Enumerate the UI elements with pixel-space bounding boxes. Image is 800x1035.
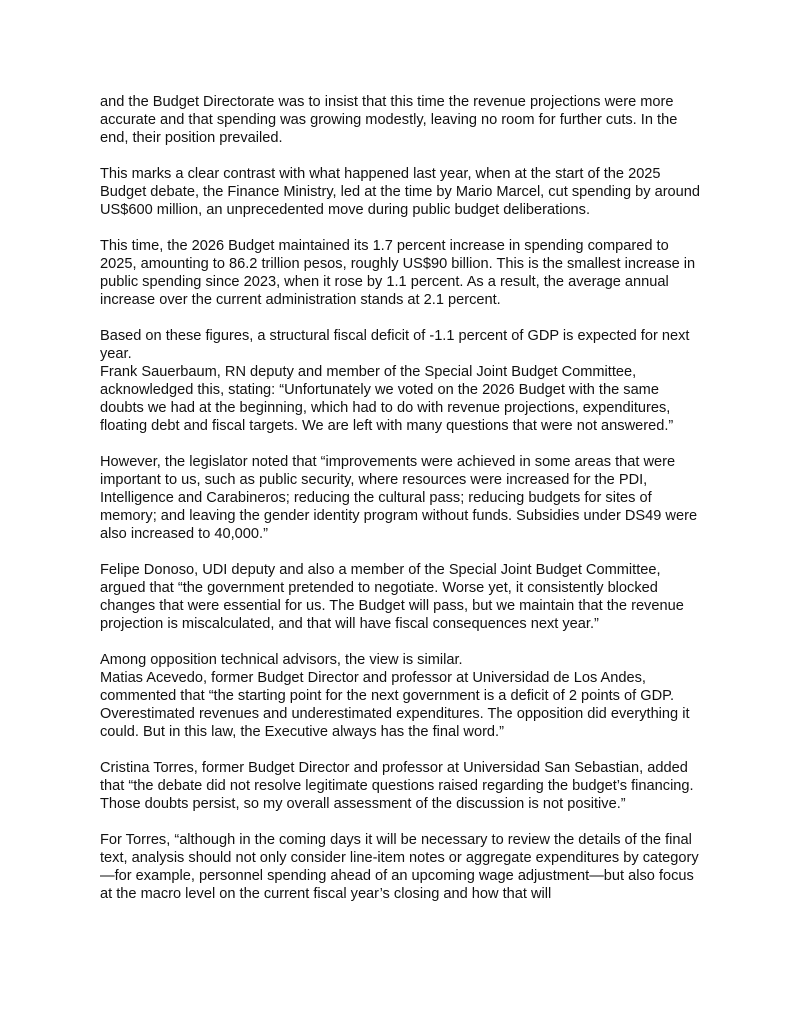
paragraph-sauerbaum-quote: Frank Sauerbaum, RN deputy and member of the Special Joint Budget Committee, acknowledged this, stating: “Unfortunately we voted on the 2026 Budget with the same doubts we had at the beginning, which had to do with revenue projections, expenditures, floating debt and fiscal targets. We are left with many questions that were not answered.”	[100, 364, 674, 434]
paragraph-donoso-quote: Felipe Donoso, UDI deputy and also a member of the Special Joint Budget Committee, argued that “the government pretended to negotiate. Worse yet, it consistently blocked changes that were essential for us. The Budget will pass, but we maintain that the revenue projection is miscalculated, and that will have fiscal consequences next year.”	[100, 562, 684, 632]
document-page	[100, 93, 705, 921]
paragraph-improvements: However, the legislator noted that “improvements were achieved in some areas that were important to us, such as public security, where resources were increased for the PDI, Intelligence and Carabineros; reducing the cultural pass; reducing budgets for sites of memory; and leaving the gender identity program without funds. Subsidies under DS49 were also increased to 40,000.”	[100, 454, 698, 542]
paragraph-opposition-advisors: Among opposition technical advisors, the view is similar.	[100, 652, 463, 668]
paragraph-budget-directorate: and the Budget Directorate was to insist that this time the revenue projections were more accurate and that spending was growing modestly, leaving no room for further cuts. In the end, their position prevailed.	[100, 94, 678, 146]
paragraph-structural-deficit: Based on these figures, a structural fiscal deficit of -1.1 percent of GDP is expected for next year.	[100, 328, 690, 362]
paragraph-torres-quote: Cristina Torres, former Budget Director and professor at Universidad San Sebastian, added that “the debate did not resolve legitimate questions raised regarding the budget’s financing. Those doubts persist, so my overall assessment of the discussion is not positive.”	[100, 760, 694, 812]
paragraph-last-year-contrast: This marks a clear contrast with what happened last year, when at the start of the 2025 Budget debate, the Finance Ministry, led at the time by Mario Marcel, cut spending by around US$600 million, an unprecedented move during public budget deliberations.	[100, 166, 701, 218]
paragraph-torres-analysis: For Torres, “although in the coming days it will be necessary to review the details of the final text, analysis should not only consider line-item notes or aggregate expenditures by category—for example, personnel spending ahead of an upcoming wage adjustment—but also focus at the macro level on the current fiscal year’s closing and how that will	[100, 832, 699, 902]
paragraph-2026-budget-increase: This time, the 2026 Budget maintained its 1.7 percent increase in spending compared to 2025, amounting to 86.2 trillion pesos, roughly US$90 billion. This is the smallest increase in public spending since 2023, when it rose by 1.1 percent. As a result, the average annual increase over the current administration stands at 2.1 percent.	[100, 238, 696, 308]
paragraph-acevedo-quote: Matias Acevedo, former Budget Director and professor at Universidad de Los Andes, commented that “the starting point for the next government is a deficit of 2 points of GDP. Overestimated revenues and underestimated expenditures. The opposition did everything it could. But in this law, the Executive always has the final word.”	[100, 670, 690, 740]
